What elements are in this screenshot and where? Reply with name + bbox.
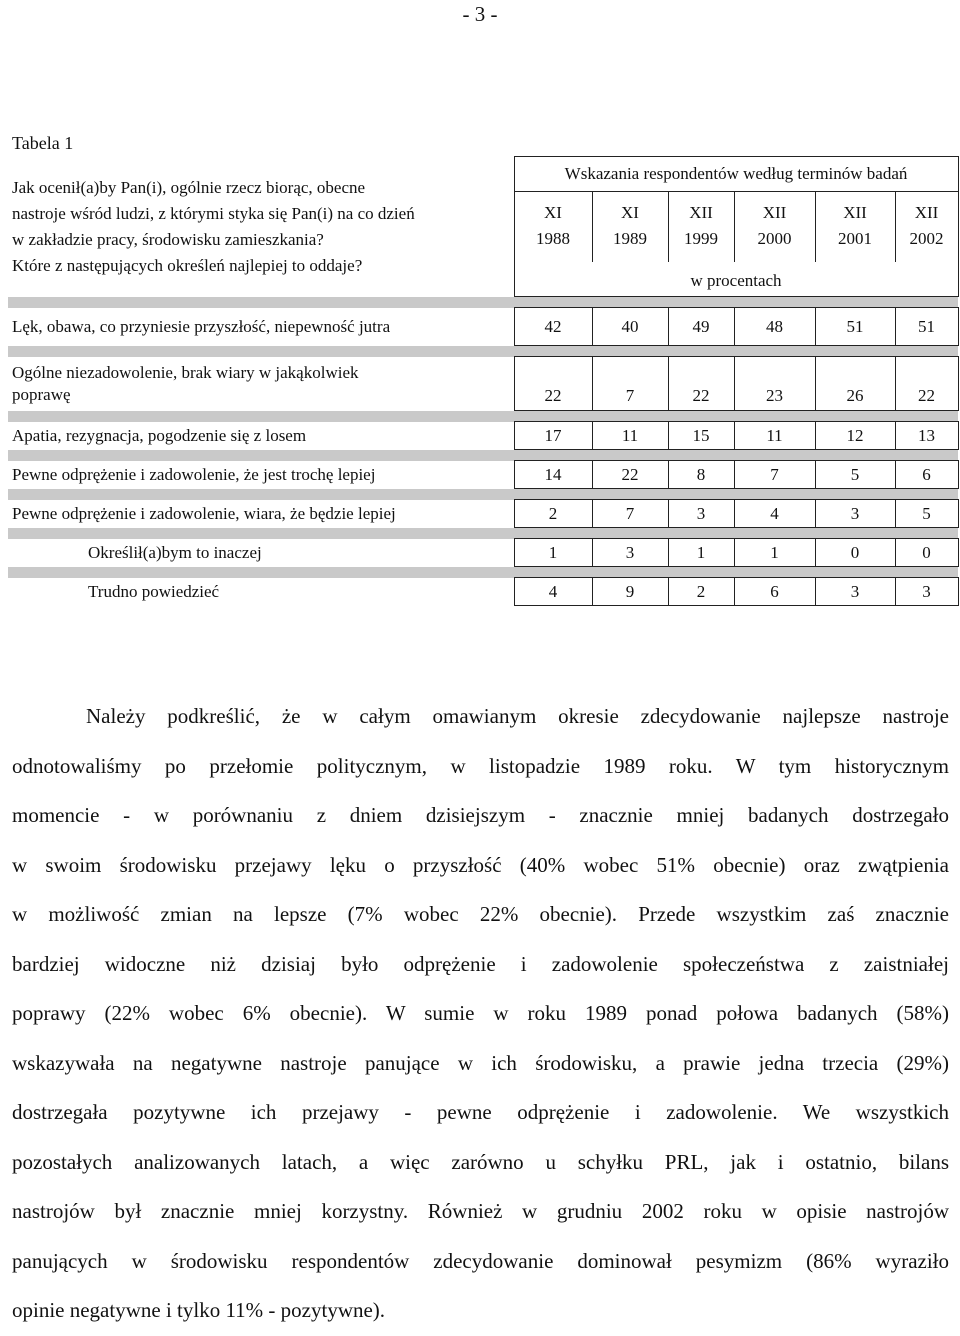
column-year: 1988 [536,229,570,248]
table-cell: 5 [815,461,895,489]
column-month: XII [762,203,787,222]
body-line: wskazywała na negatywne nastroje panujące w ich środowisku, a prawie jedna trzecia (29%) [12,1050,949,1075]
page-number: - 3 - [462,2,498,26]
question-line: Jak ocenił(a)by Pan(i), ogólnie rzecz biorąc, obecne [12,177,366,197]
column-year: 1989 [613,229,647,248]
table-cell: 9 [592,578,668,606]
column-header [592,192,668,263]
table-cell: 42 [514,308,592,346]
table-cell: 2 [668,578,734,606]
body-line: dostrzegała pozytywne ich przejawy - pewne odprężenie i zadowolenie. We wszystkich [12,1100,949,1124]
table-cell: 26 [815,357,895,411]
table-cell: 4 [514,578,592,606]
column-header [734,192,815,263]
body-line: momencie - w porównaniu z dniem dzisiejszym - znacznie mniej badanych dostrzegało [12,803,949,827]
table-cell: 3 [815,578,895,606]
body-line: panujących w środowisku respondentów zdecydowanie dominował pesymizm (86% wyraziło [12,1248,949,1273]
question-line: nastroje wśród ludzi, z którymi styka się Pan(i) na co dzień [12,203,415,223]
row-label: Pewne odprężenie i zadowolenie, że jest trochę lepiej [12,464,376,484]
body-line: w swoim środowisku przejawy lęku o przyszłość (40% wobec 51% obecnie) oraz zwątpienia [12,852,949,877]
table-caption: Tabela 1 [12,133,74,153]
table-row [8,539,958,567]
column-year: 2001 [838,229,872,248]
body-paragraph [12,692,949,1336]
column-year: 2002 [909,229,944,248]
body-line: pozostałych analizowanych latach, a więc zarówno u schyłku PRL, jak i ostatnio, bilans [12,1149,949,1174]
table-cell: 2 [514,500,592,528]
header-title: Wskazania respondentów według terminów badań [514,157,958,192]
column-header [895,192,958,263]
table-cell: 51 [895,308,958,346]
table-cell: 51 [815,308,895,346]
column-header [514,192,592,263]
column-month: XII [914,203,939,222]
table-row [8,422,958,450]
table-cell: 3 [815,500,895,528]
table-cell: 12 [815,422,895,450]
table-cell: 11 [734,422,815,450]
table-row [8,500,958,528]
body-line: nastrojów był znacznie mniej korzystny. Również w grudniu 2002 roku w opisie nastrojów [12,1199,949,1223]
unit-label: w procentach [514,262,958,297]
table-cell: 6 [734,578,815,606]
table-cell: 11 [592,422,668,450]
body-line: poprawy (22% wobec 6% obecnie). W sumie w roku 1989 ponad połowa badanych (58%) [12,1001,949,1025]
table-cell: 3 [592,539,668,567]
table-cell: 22 [668,357,734,411]
body-line: Należy podkreślić, że w całym omawianym okresie zdecydowanie najlepsze nastroje [86,704,949,728]
body-line: bardziej widoczne niż dzisiaj było odprężenie i zadowolenie społeczeństwa z zaistniałej [12,951,949,976]
row-label-line: poprawę [12,384,71,404]
table-cell: 7 [592,357,668,411]
table-cell: 1 [734,539,815,567]
column-header [815,192,895,263]
table-cell: 0 [815,539,895,567]
column-header [668,192,734,263]
table-cell: 49 [668,308,734,346]
table-row [8,308,958,346]
table-cell: 13 [895,422,958,450]
column-month: XI [544,203,562,222]
table-cell: 5 [895,500,958,528]
table-cell: 4 [734,500,815,528]
table-cell: 15 [668,422,734,450]
table-cell: 23 [734,357,815,411]
table-cell: 6 [895,461,958,489]
column-year: 1999 [684,229,718,248]
body-line: opinie negatywne i tylko 11% - pozytywne). [12,1298,386,1322]
table-cell: 3 [895,578,958,606]
table-cell: 7 [592,500,668,528]
table-cell: 3 [668,500,734,528]
table-cell: 0 [895,539,958,567]
table-question [8,157,514,297]
row-label: Określił(a)bym to inaczej [88,542,262,562]
table-cell: 14 [514,461,592,489]
column-year: 2000 [757,229,792,248]
table-row [8,578,958,606]
row-label: Pewne odprężenie i zadowolenie, wiara, że będzie lepiej [12,503,396,523]
column-month: XI [621,203,639,222]
row-label-line: Ogólne niezadowolenie, brak wiary w jakąkolwiek [12,362,359,382]
table-cell: 48 [734,308,815,346]
row-label: Apatia, rezygnacja, pogodzenie się z losem [12,425,307,445]
body-line: odnotowaliśmy po przełomie politycznym, w listopadzie 1989 roku. W tym historycznym [12,753,949,778]
row-label [8,357,514,411]
table-cell: 7 [734,461,815,489]
row-label: Trudno powiedzieć [88,581,220,601]
row-label: Lęk, obawa, co przyniesie przyszłość, niepewność jutra [12,316,391,336]
table-cell: 40 [592,308,668,346]
survey-table [8,156,958,606]
question-line: Które z następujących określeń najlepiej to oddaje? [12,255,363,275]
table-cell: 1 [668,539,734,567]
table-cell: 1 [514,539,592,567]
table-cell: 8 [668,461,734,489]
table-cell: 22 [895,357,958,411]
column-month: XII [843,203,867,222]
column-month: XII [689,203,713,222]
table-cell: 22 [592,461,668,489]
table-row [8,461,958,489]
body-line: w możliwość zmian na lepsze (7% wobec 22% obecnie). Przede wszystkim zaś znacznie [12,902,949,926]
table-row [8,357,958,411]
question-line: w zakładzie pracy, środowisku zamieszkania? [12,229,324,249]
table-cell: 22 [514,357,592,411]
table-cell: 17 [514,422,592,450]
